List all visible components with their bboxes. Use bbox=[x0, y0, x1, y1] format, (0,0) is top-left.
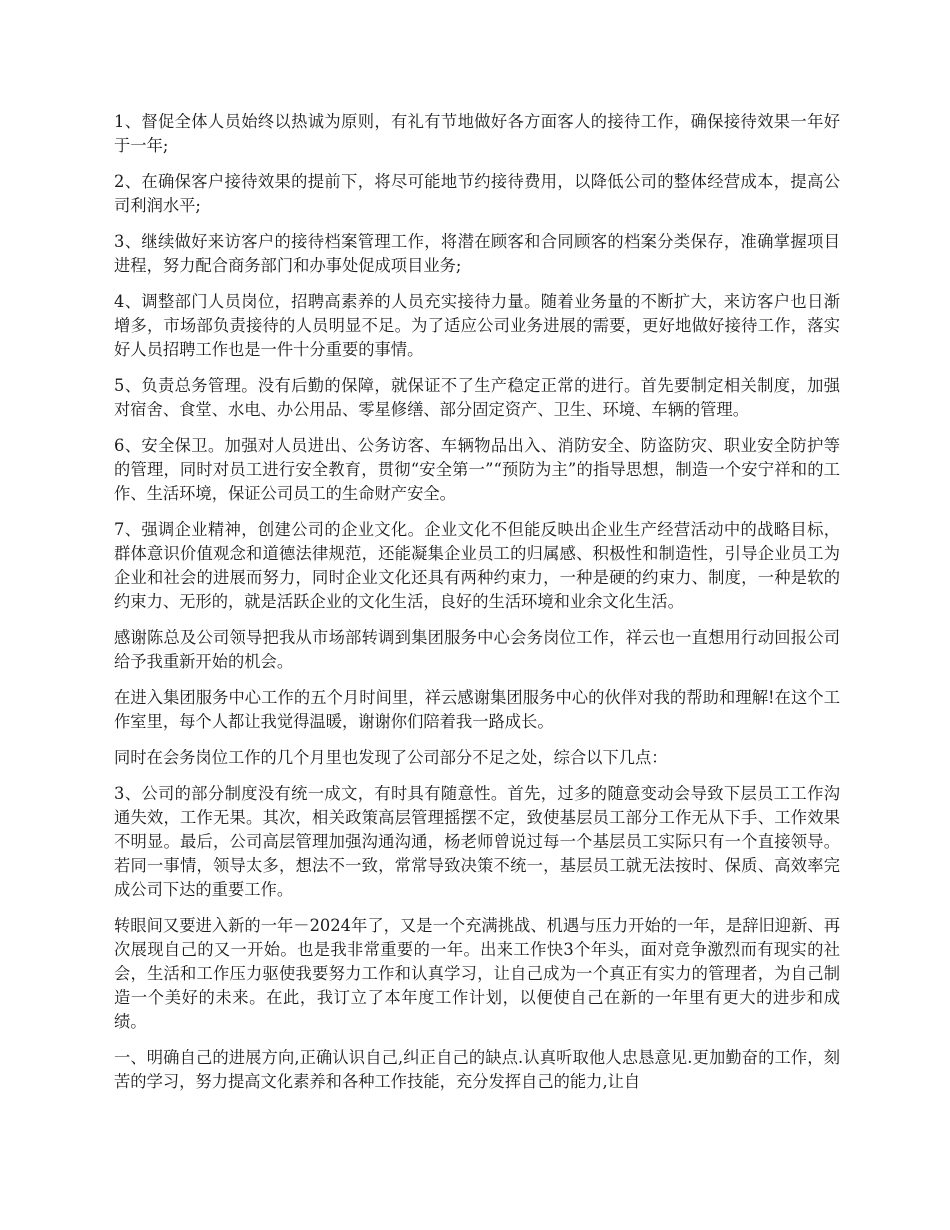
paragraph-new-year: 转眼间又要进入新的一年－2024年了，又是一个充满挑战、机遇与压力开始的一年，是辞旧迎新、再次展现自己的又一开始。也是我非常重要的一年。出来工作快3个年头，面对竞争激烈而有现实的社会，生活和工作压力驱使我要努力工作和认真学习，让自己成为一个真正有实力的管理者，为自己制造一个美好的未来。在此，我订立了本年度工作计划，以便使自己在新的一年里有更大的进步和成绩。 bbox=[114, 916, 840, 1031]
paragraph-item-6: 6、安全保卫。加强对人员进出、公务访客、车辆物品出入、消防安全、防盗防灾、职业安全防护等的管理，同时对员工进行安全教育，贯彻“安全第一”“预防为主”的指导思想，制造一个安宁祥和的工作、生活环境，保证公司员工的生命财产安全。 bbox=[114, 436, 840, 503]
paragraph-item-1: 1、督促全体人员始终以热诚为原则，有礼有节地做好各方面客人的接待工作，确保接待效果一年好于一年; bbox=[114, 112, 840, 155]
document-body bbox=[114, 110, 840, 1106]
paragraph-item-5: 5、负责总务管理。没有后勤的保障，就保证不了生产稳定正常的进行。首先要制定相关制度，加强对宿舍、食堂、水电、办公用品、零星修缮、部分固定资产、卫生、环境、车辆的管理。 bbox=[114, 376, 840, 419]
paragraph-item-7: 7、强调企业精神，创建公司的企业文化。企业文化不但能反映出企业生产经营活动中的战略目标，群体意识价值观念和道德法律规范，还能凝集企业员工的归属感、积极性和制造性，引导企业员工为企业和社会的进展而努力，同时企业文化还具有两种约束力，一种是硬的约束力、制度，一种是软的约束力、无形的，就是活跃企业的文化生活，良好的生活环境和业余文化生活。 bbox=[114, 520, 840, 611]
paragraph-item-4: 4、调整部门人员岗位，招聘高素养的人员充实接待力量。随着业务量的不断扩大，来访客户也日渐增多，市场部负责接待的人员明显不足。为了适应公司业务进展的需要，更好地做好接待工作，落实好人员招聘工作也是一件十分重要的事情。 bbox=[114, 292, 840, 359]
paragraph-item-3: 3、继续做好来访客户的接待档案管理工作，将潜在顾客和合同顾客的档案分类保存，准确掌握项目进程，努力配合商务部门和办事处促成项目业务; bbox=[114, 232, 840, 275]
paragraph-direction: 一、明确自己的进展方向,正确认识自己,纠正自己的缺点.认真听取他人忠恳意见.更加勤奋的工作，刻苦的学习，努力提高文化素养和各种工作技能，充分发挥自己的能力,让自 bbox=[114, 1048, 840, 1091]
paragraph-thanks: 感谢陈总及公司领导把我从市场部转调到集团服务中心会务岗位工作，祥云也一直想用行动回报公司给予我重新开始的机会。 bbox=[114, 628, 840, 671]
paragraph-shortcoming-3: 3、公司的部分制度没有统一成文，有时具有随意性。首先，过多的随意变动会导致下层员工工作沟通失效，工作无果。其次，相关政策高层管理摇摆不定，致使基层员工部分工作无从下手、工作效果不明显。最后，公司高层管理加强沟通沟通，杨老师曾说过每一个基层员工实际只有一个直接领导。若同一事情，领导太多，想法不一致，常常导致决策不统一，基层员工就无法按时、保质、高效率完成公司下达的重要工作。 bbox=[114, 784, 840, 899]
paragraph-item-2: 2、在确保客户接待效果的提前下，将尽可能地节约接待费用，以降低公司的整体经营成本，提高公司利润水平; bbox=[114, 172, 840, 215]
paragraph-shortcomings-intro: 同时在会务岗位工作的几个月里也发现了公司部分不足之处，综合以下几点： bbox=[114, 748, 668, 767]
paragraph-gratitude: 在进入集团服务中心工作的五个月时间里，祥云感谢集团服务中心的伙伴对我的帮助和理解!在这个工作室里，每个人都让我觉得温暖，谢谢你们陪着我一路成长。 bbox=[114, 688, 840, 731]
